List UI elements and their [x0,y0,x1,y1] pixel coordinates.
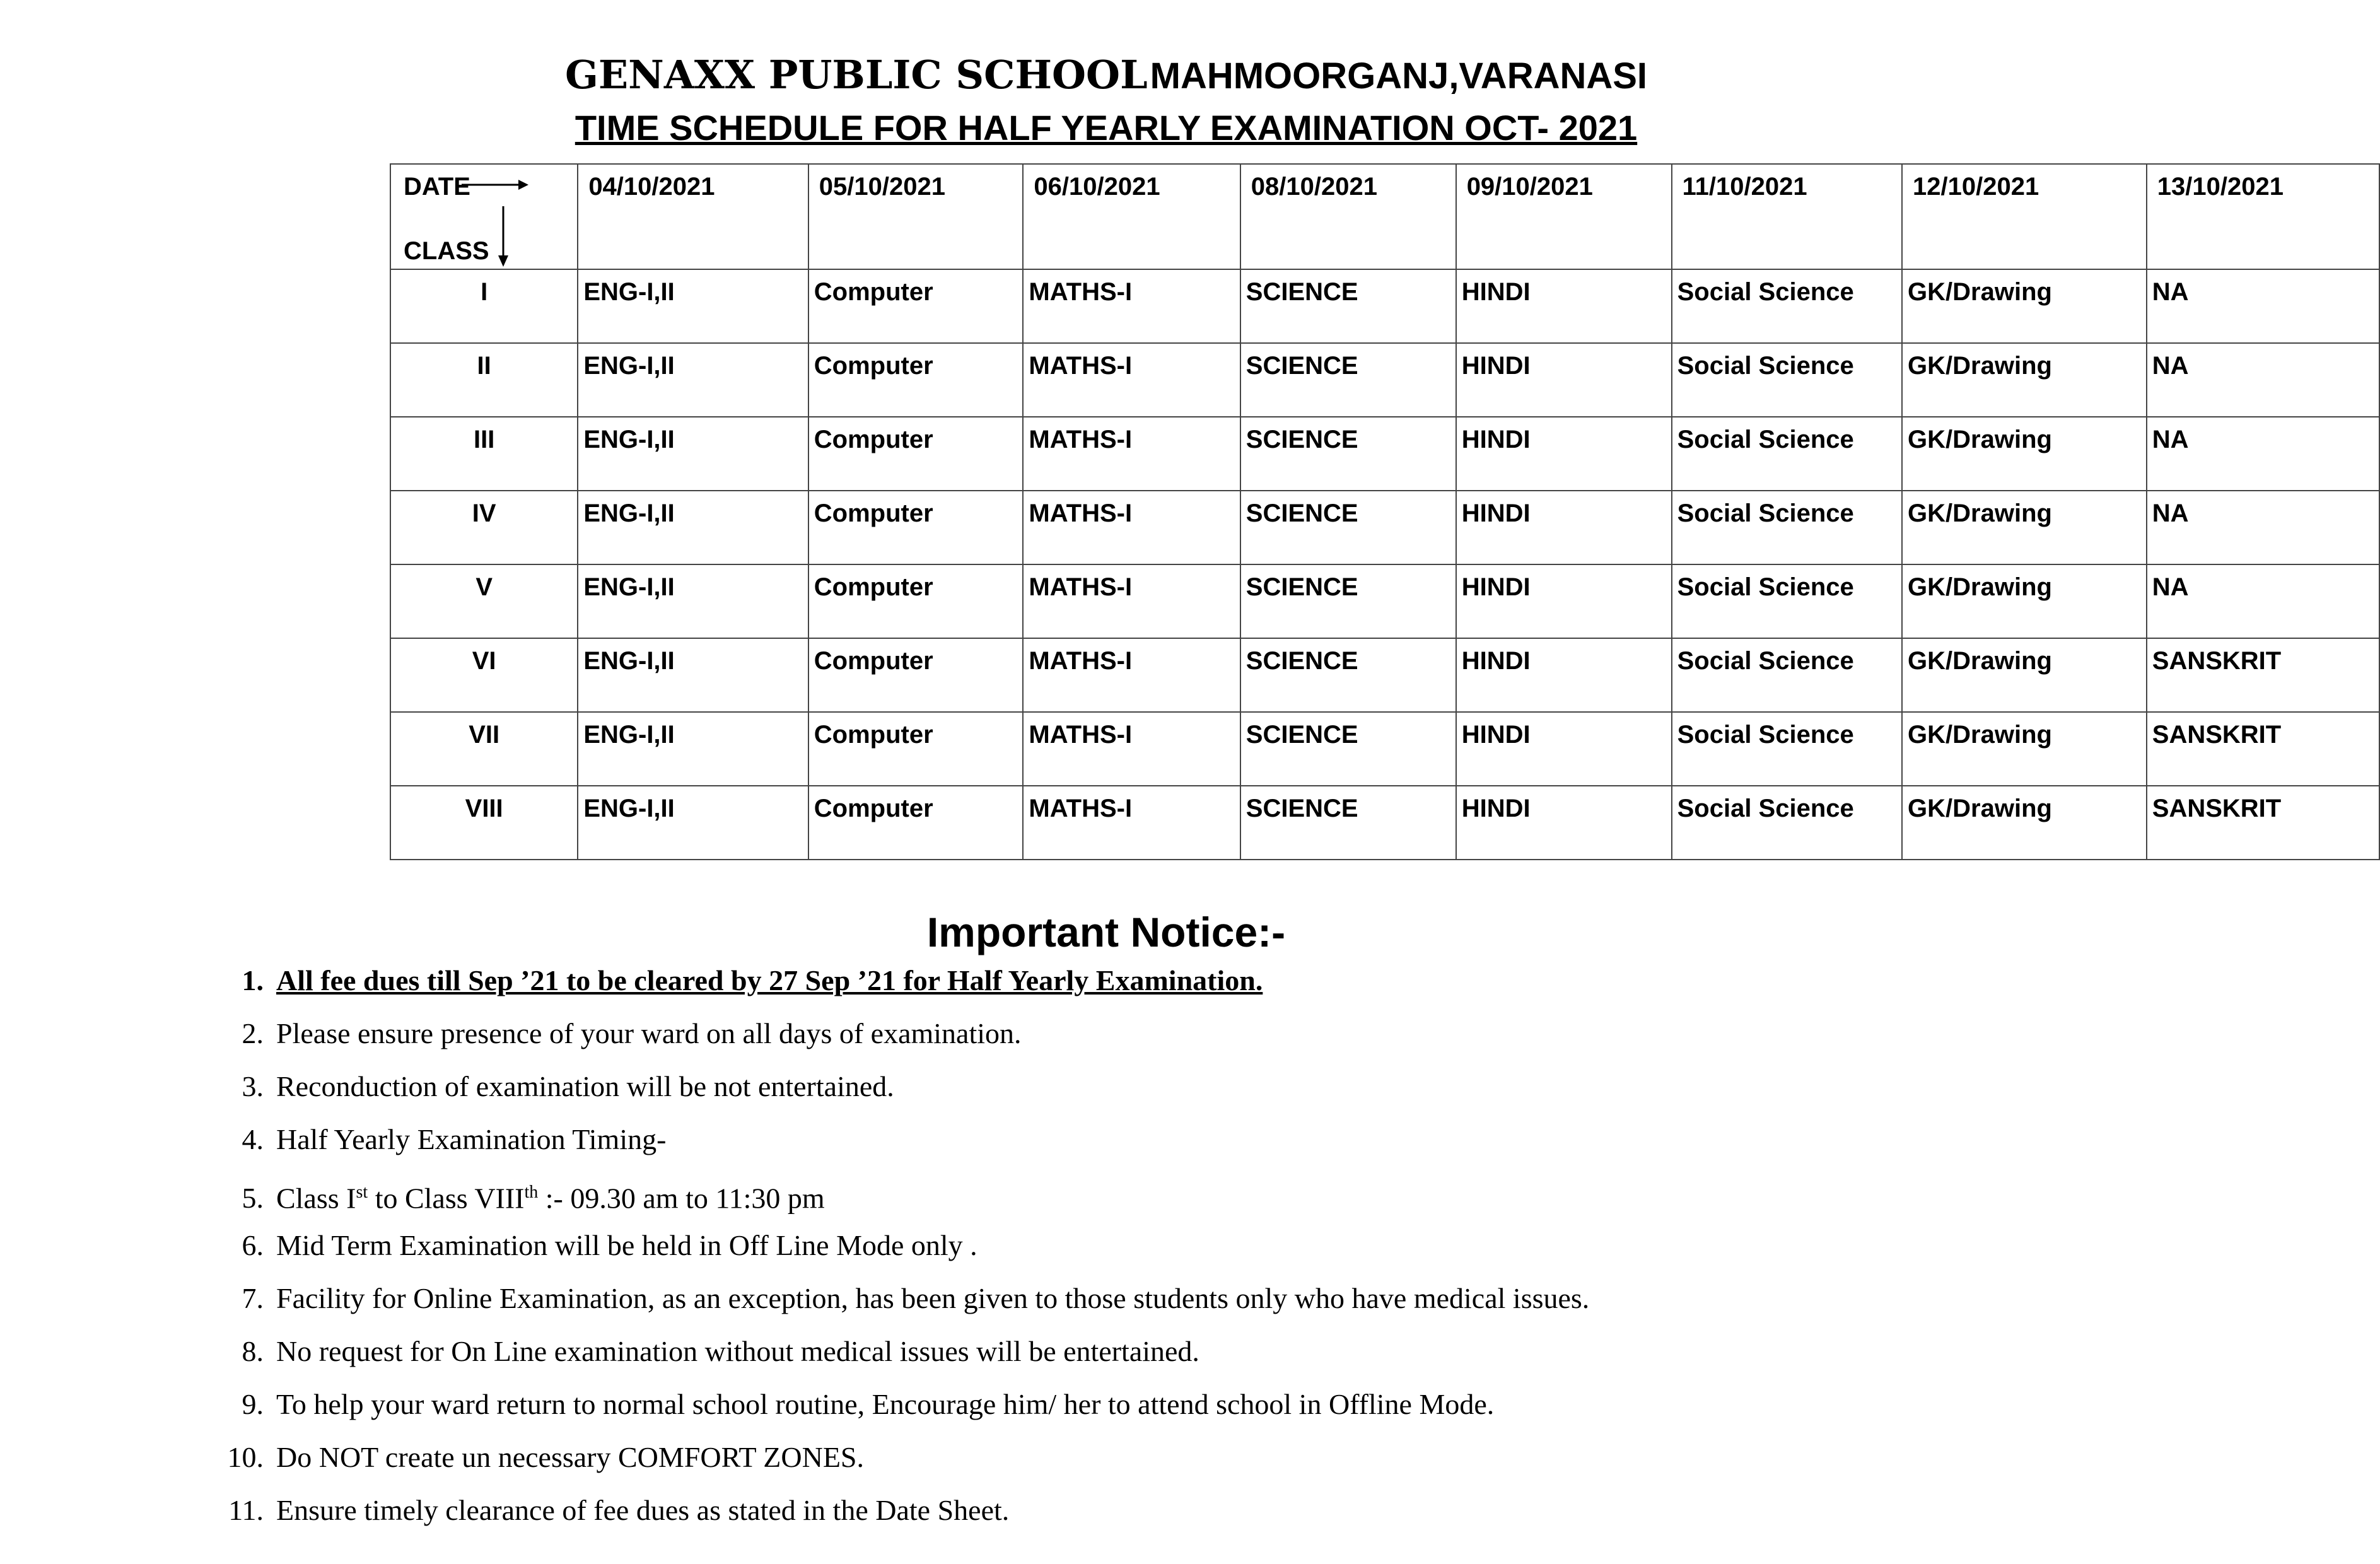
notice-text: All fee dues till Sep ’21 to be cleared by 27 Sep ’21 for Half Yearly Examination. [276,964,1263,996]
subject-cell: Social Science [1672,638,1902,712]
notice-item [189,1439,1589,1491]
subject-cell: SCIENCE [1240,786,1456,860]
subject-cell: Computer [808,638,1024,712]
notice-number: 5. [242,1182,264,1215]
subject-cell: GK/Drawing [1902,417,2147,491]
subject-cell: SCIENCE [1240,491,1456,564]
subject-cell: ENG-I,II [578,712,808,786]
subject-cell: Social Science [1672,343,1902,417]
date-cell: 11/10/2021 [1672,164,1902,269]
subject-cell: MATHS-I [1023,712,1240,786]
subject-cell: HINDI [1456,786,1672,860]
subject-cell: HINDI [1456,491,1672,564]
subject-cell: Social Science [1672,269,1902,343]
notice-title: Important Notice:- [926,909,1286,955]
class-cell: VI [390,638,578,712]
subject-cell: ENG-I,II [578,638,808,712]
date-cell: 12/10/2021 [1902,164,2147,269]
subject-cell: HINDI [1456,343,1672,417]
subject-cell: SANSKRIT [2147,712,2379,786]
notice-number: 1. [242,964,264,996]
notice-text: To help your ward return to normal school routine, Encourage him/ her to attend school in Offline Mode. [276,1388,1495,1420]
date-header-row [390,164,2379,269]
notice-text-part: Class I [276,1182,356,1215]
notice-number: 8. [242,1335,264,1367]
notice-text-part: :- 09.30 am to 11:30 pm [538,1182,825,1215]
school-header [0,52,2212,98]
subject-cell: GK/Drawing [1902,712,2147,786]
subject-cell: MATHS-I [1023,269,1240,343]
date-cell: 06/10/2021 [1023,164,1240,269]
notice-number: 10. [227,1441,264,1473]
notice-item [189,1227,1589,1280]
school-location: MAHMOORGANJ,VARANASI [1150,55,1648,96]
notice-list [189,962,1589,1544]
subject-cell: Computer [808,343,1024,417]
table-row [390,638,2379,712]
subject-cell: NA [2147,417,2379,491]
table-row [390,564,2379,638]
subject-cell: HINDI [1456,417,1672,491]
table-row [390,417,2379,491]
subject-cell: Social Science [1672,712,1902,786]
date-cell: 08/10/2021 [1240,164,1456,269]
subject-cell: SCIENCE [1240,564,1456,638]
subject-cell: GK/Drawing [1902,564,2147,638]
subject-cell: GK/Drawing [1902,786,2147,860]
subject-cell: HINDI [1456,712,1672,786]
table-row [390,343,2379,417]
subject-cell: SCIENCE [1240,638,1456,712]
notice-number: 4. [242,1123,264,1155]
subject-cell: NA [2147,343,2379,417]
subject-cell: ENG-I,II [578,343,808,417]
notice-number: 11. [228,1494,264,1526]
subject-cell: GK/Drawing [1902,269,2147,343]
notice-item [189,1491,1589,1544]
class-cell: IV [390,491,578,564]
subject-cell: ENG-I,II [578,491,808,564]
subject-cell: ENG-I,II [578,786,808,860]
subject-cell: HINDI [1456,564,1672,638]
subject-cell: SCIENCE [1240,712,1456,786]
class-cell: VIII [390,786,578,860]
exam-schedule-table [390,163,2380,860]
notice-item [189,1174,1589,1227]
subject-cell: MATHS-I [1023,343,1240,417]
notice-text: Reconduction of examination will be not entertained. [276,1070,894,1102]
subject-cell: HINDI [1456,638,1672,712]
subject-cell: Computer [808,491,1024,564]
class-cell: V [390,564,578,638]
school-name: GENAXX PUBLIC SCHOOL [564,52,1148,98]
subject-cell: HINDI [1456,269,1672,343]
class-axis-label: CLASS [404,237,489,265]
notice-number: 6. [242,1229,264,1261]
subject-cell: Computer [808,564,1024,638]
notice-text [264,1174,825,1217]
subject-cell: GK/Drawing [1902,491,2147,564]
notice-item [189,1386,1589,1439]
date-cell: 04/10/2021 [578,164,808,269]
subject-cell: NA [2147,564,2379,638]
ordinal-suffix: th [524,1182,539,1202]
class-cell: II [390,343,578,417]
notice-item [189,1015,1589,1068]
subject-cell: MATHS-I [1023,564,1240,638]
notice-text: Please ensure presence of your ward on all days of examination. [276,1017,1022,1049]
subject-cell: NA [2147,269,2379,343]
subject-cell: GK/Drawing [1902,638,2147,712]
schedule-title: TIME SCHEDULE FOR HALF YEARLY EXAMINATION OCT- 2021 [575,108,1638,148]
subject-cell: MATHS-I [1023,638,1240,712]
notice-item [189,1068,1589,1121]
subject-cell: Social Science [1672,417,1902,491]
subject-cell: MATHS-I [1023,491,1240,564]
subject-cell: SCIENCE [1240,343,1456,417]
table-row [390,269,2379,343]
subject-cell: SCIENCE [1240,269,1456,343]
notice-text: Do NOT create un necessary COMFORT ZONES. [276,1441,864,1473]
subject-cell: GK/Drawing [1902,343,2147,417]
subject-cell: Computer [808,712,1024,786]
notice-number: 3. [242,1070,264,1102]
notice-number: 7. [242,1282,264,1314]
subject-cell: ENG-I,II [578,269,808,343]
notice-item [189,1333,1589,1386]
class-cell: VII [390,712,578,786]
subject-cell: MATHS-I [1023,786,1240,860]
notice-text-part: to Class VIII [368,1182,525,1215]
subject-cell: Social Science [1672,564,1902,638]
table-row [390,491,2379,564]
date-axis-label: DATE [404,173,470,201]
table-row [390,712,2379,786]
subject-cell: SANSKRIT [2147,786,2379,860]
date-cell: 09/10/2021 [1456,164,1672,269]
subject-cell: SANSKRIT [2147,638,2379,712]
class-cell: I [390,269,578,343]
subject-cell: SCIENCE [1240,417,1456,491]
table-row [390,786,2379,860]
subject-cell: Computer [808,269,1024,343]
date-cell: 13/10/2021 [2147,164,2379,269]
notice-text: No request for On Line examination without medical issues will be entertained. [276,1335,1199,1367]
subject-cell: ENG-I,II [578,417,808,491]
ordinal-suffix: st [356,1182,368,1202]
subject-cell: Computer [808,786,1024,860]
subject-cell: Social Science [1672,786,1902,860]
notice-item [189,1121,1589,1174]
notice-item [189,1280,1589,1333]
notice-text: Facility for Online Examination, as an exception, has been given to those students only who have medical issues. [276,1282,1590,1314]
notice-text: Half Yearly Examination Timing- [276,1123,667,1155]
notice-text: Mid Term Examination will be held in Off Line Mode only . [276,1229,977,1261]
corner-cell [390,164,578,269]
subject-cell: MATHS-I [1023,417,1240,491]
subject-cell: Social Science [1672,491,1902,564]
subject-cell: ENG-I,II [578,564,808,638]
notice-item [189,962,1589,1015]
subject-cell: NA [2147,491,2379,564]
date-cell: 05/10/2021 [808,164,1024,269]
notice-number: 9. [242,1388,264,1420]
class-cell: III [390,417,578,491]
subject-cell: Computer [808,417,1024,491]
notice-text: Ensure timely clearance of fee dues as stated in the Date Sheet. [276,1494,1010,1526]
notice-number: 2. [242,1017,264,1049]
